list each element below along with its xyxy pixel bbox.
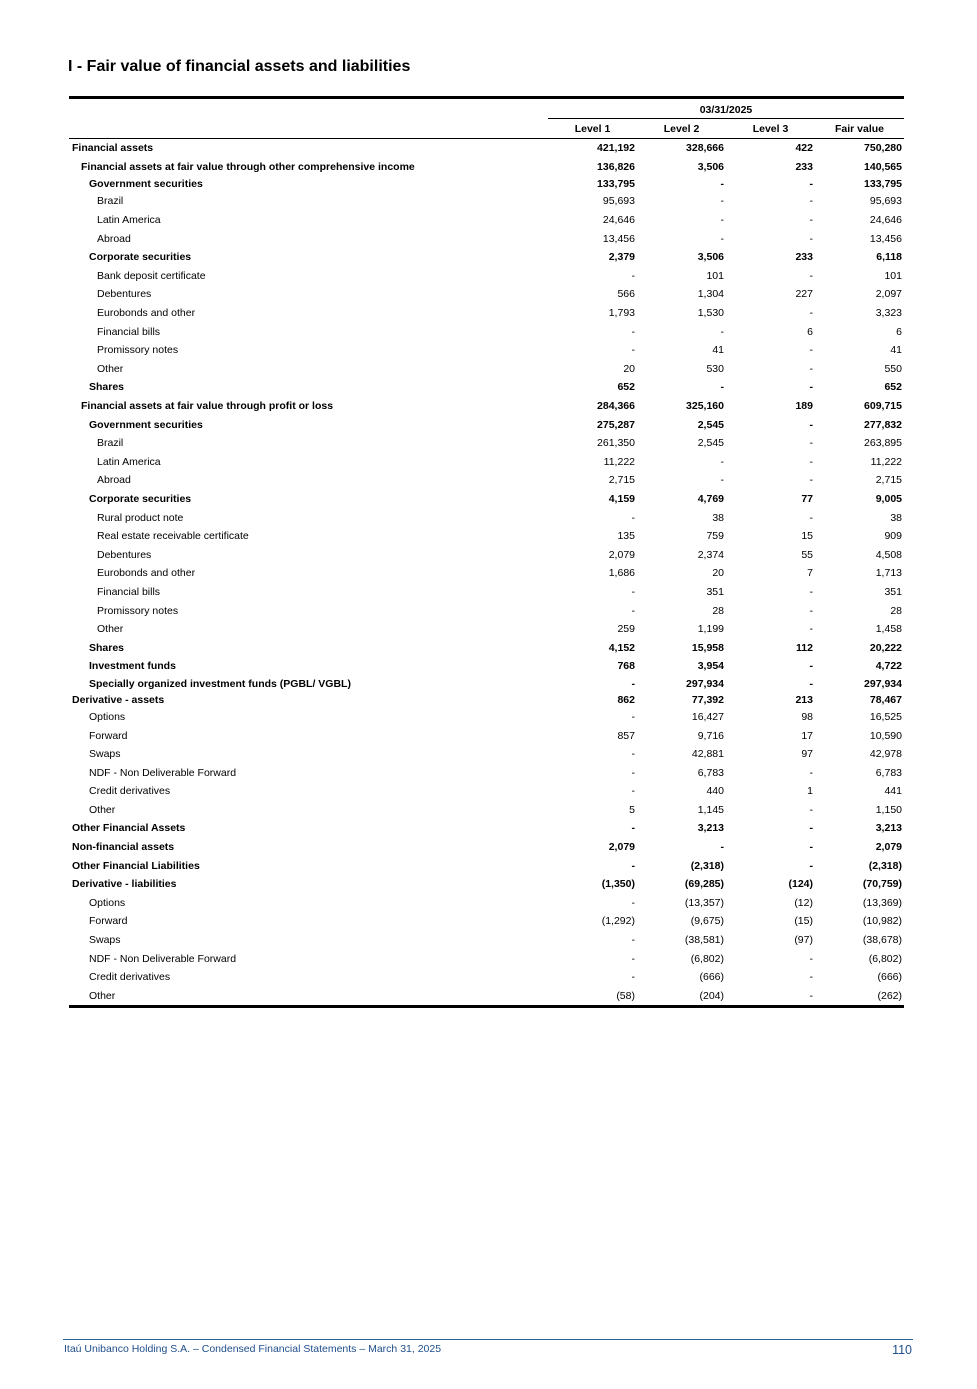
cell-level-2: 16,427 (691, 710, 724, 723)
table-row (69, 676, 904, 692)
cell-fair-value: 41 (890, 344, 902, 357)
cell-fair-value: 750,280 (864, 142, 902, 155)
page-title: I - Fair value of financial assets and liabilities (68, 58, 411, 75)
table-row (69, 931, 904, 950)
table-row (69, 875, 904, 894)
cell-level-1: 857 (617, 729, 635, 742)
cell-level-3: (15) (794, 915, 813, 928)
cell-level-2: (9,675) (690, 915, 724, 928)
row-label: NDF - Non Deliverable Forward (89, 952, 237, 965)
table-row (69, 248, 904, 267)
table-row (69, 229, 904, 248)
column-header-level-2: Level 2 (663, 123, 700, 135)
cell-level-3: - (809, 660, 813, 673)
cell-level-1: 4,152 (608, 641, 635, 654)
table-row (69, 378, 904, 397)
cell-level-1: 4,159 (608, 492, 635, 505)
table-row (69, 894, 904, 913)
cell-level-3: - (809, 803, 813, 816)
cell-level-2: 77,392 (691, 693, 724, 706)
cell-level-2: 41 (712, 344, 724, 357)
cell-level-1: 133,795 (597, 178, 635, 191)
page-number: 110 (892, 1343, 912, 1357)
row-label: Corporate securities (89, 492, 192, 505)
cell-level-1: 2,079 (608, 841, 635, 854)
cell-fair-value: 78,467 (869, 693, 902, 706)
table-row (69, 415, 904, 434)
cell-level-2: 530 (706, 362, 724, 375)
cell-level-1: 1,686 (608, 567, 635, 580)
cell-level-3: - (809, 859, 813, 872)
cell-level-2: 759 (706, 530, 724, 543)
cell-level-2: 2,545 (697, 437, 724, 450)
cell-level-1: 2,079 (608, 548, 635, 561)
cell-fair-value: 2,715 (875, 474, 902, 487)
cell-level-2: (2,318) (690, 859, 724, 872)
cell-level-2: 3,954 (697, 660, 724, 673)
cell-level-3: (124) (788, 878, 813, 891)
row-label: Eurobonds and other (97, 567, 196, 580)
cell-level-1: - (631, 511, 635, 524)
row-label: Other Financial Liabilities (72, 859, 200, 872)
row-label: Shares (89, 381, 125, 394)
row-label: Corporate securities (89, 251, 192, 264)
cell-level-1: - (631, 677, 635, 690)
cell-level-3: 15 (801, 530, 813, 543)
row-label: Derivative - assets (72, 693, 165, 706)
cell-fair-value: 95,693 (869, 195, 902, 208)
cell-level-1: (1,292) (601, 915, 635, 928)
cell-level-3: 227 (795, 288, 813, 301)
cell-fair-value: 2,079 (875, 841, 902, 854)
table-bottom-rule (69, 1005, 904, 1008)
row-label: Eurobonds and other (97, 307, 196, 320)
row-label: Non-financial assets (72, 841, 175, 854)
cell-level-2: (204) (699, 989, 724, 1002)
footer-text: Itaú Unibanco Holding S.A. – Condensed Financial Statements – March 31, 2025 (64, 1343, 442, 1355)
row-label: Credit derivatives (89, 971, 171, 984)
cell-level-1: 768 (617, 660, 635, 673)
fair-value-table (69, 96, 904, 1008)
cell-level-2: 1,530 (697, 307, 724, 320)
row-label: Swaps (89, 748, 121, 761)
cell-level-3: - (809, 269, 813, 282)
table-row (69, 192, 904, 211)
cell-level-3: - (809, 455, 813, 468)
row-label: Debentures (97, 548, 152, 561)
table-row (69, 968, 904, 987)
cell-level-2: 15,958 (691, 641, 724, 654)
cell-level-3: (12) (794, 896, 813, 909)
cell-level-2: (38,581) (684, 934, 724, 947)
cell-fair-value: 1,713 (875, 567, 902, 580)
cell-level-1: 566 (617, 288, 635, 301)
cell-level-2: - (720, 195, 724, 208)
row-label: Financial assets at fair value through other comprehensive income (81, 160, 415, 173)
cell-level-2: - (720, 178, 724, 191)
cell-level-1: - (631, 604, 635, 617)
cell-level-2: 325,160 (686, 400, 724, 413)
cell-fair-value: (262) (877, 989, 902, 1002)
cell-level-1: - (631, 585, 635, 598)
row-label: Abroad (97, 232, 131, 245)
cell-level-3: - (809, 214, 813, 227)
cell-level-2: 9,716 (697, 729, 724, 742)
row-label: Promissory notes (97, 604, 179, 617)
cell-fair-value: (38,678) (862, 934, 902, 947)
cell-level-2: - (720, 841, 724, 854)
cell-level-2: (6,802) (690, 952, 724, 965)
cell-fair-value: 11,222 (870, 455, 902, 468)
cell-level-2: 440 (706, 785, 724, 798)
cell-level-1: 652 (617, 381, 635, 394)
row-label: Government securities (89, 418, 203, 431)
cell-level-2: 351 (706, 585, 724, 598)
cell-level-3: 233 (795, 251, 813, 264)
column-header-level-3: Level 3 (752, 123, 789, 135)
cell-fair-value: 909 (884, 530, 902, 543)
cell-level-3: - (809, 623, 813, 636)
cell-fair-value: (70,759) (862, 878, 902, 891)
table-row (69, 211, 904, 230)
cell-level-1: 11,222 (603, 455, 635, 468)
cell-level-1: 20 (623, 362, 635, 375)
cell-fair-value: 133,795 (864, 178, 902, 191)
cell-level-3: - (809, 381, 813, 394)
cell-level-3: - (809, 418, 813, 431)
cell-level-2: 2,545 (697, 418, 724, 431)
date-header: 03/31/2025 (699, 104, 753, 116)
cell-fair-value: 263,895 (864, 437, 902, 450)
cell-level-2: 6,783 (697, 766, 724, 779)
table-row (69, 139, 904, 158)
cell-level-1: 24,646 (602, 214, 635, 227)
cell-fair-value: 351 (884, 585, 902, 598)
row-label: Forward (89, 729, 128, 742)
cell-fair-value: 297,934 (864, 677, 902, 690)
cell-level-3: - (809, 841, 813, 854)
table-row (69, 638, 904, 657)
cell-level-1: 2,379 (608, 251, 635, 264)
row-label: Investment funds (89, 660, 176, 673)
cell-level-2: 2,374 (697, 548, 724, 561)
cell-level-2: 3,213 (697, 822, 724, 835)
table-row (69, 341, 904, 360)
cell-level-3: 422 (795, 142, 813, 155)
footer-rule (63, 1339, 913, 1340)
table-row (69, 545, 904, 564)
cell-level-2: 20 (712, 567, 724, 580)
table-row (69, 801, 904, 820)
cell-level-2: 1,304 (697, 288, 724, 301)
table-row (69, 471, 904, 490)
row-label: Brazil (97, 437, 124, 450)
cell-level-3: 213 (795, 693, 813, 706)
cell-level-3: 97 (801, 748, 813, 761)
table-row (69, 708, 904, 727)
table-row (69, 360, 904, 379)
cell-level-3: (97) (794, 934, 813, 947)
cell-fair-value: (2,318) (868, 859, 902, 872)
table-row (69, 692, 904, 708)
row-label: Financial bills (97, 585, 161, 598)
cell-level-3: - (809, 307, 813, 320)
cell-level-2: 3,506 (697, 160, 724, 173)
cell-level-1: (58) (616, 989, 635, 1002)
row-label: Government securities (89, 178, 203, 191)
cell-level-2: 4,769 (697, 492, 724, 505)
table-row (69, 453, 904, 472)
cell-level-2: 28 (712, 604, 724, 617)
table-row (69, 285, 904, 304)
cell-level-1: 2,715 (608, 474, 635, 487)
cell-level-2: (69,285) (684, 878, 724, 891)
cell-level-1: 136,826 (597, 160, 635, 173)
row-label: Financial assets at fair value through profit or loss (81, 400, 334, 413)
row-label: Other (97, 362, 124, 375)
cell-level-3: - (809, 232, 813, 245)
cell-level-1: 95,693 (602, 195, 635, 208)
cell-level-1: 13,456 (602, 232, 635, 245)
table-row (69, 601, 904, 620)
table-row (69, 397, 904, 416)
cell-fair-value: 609,715 (864, 400, 902, 413)
row-label: Options (89, 710, 126, 723)
cell-fair-value: 6,783 (875, 766, 902, 779)
cell-level-2: - (720, 214, 724, 227)
cell-fair-value: 9,005 (875, 492, 902, 505)
cell-level-3: - (809, 822, 813, 835)
cell-fair-value: 441 (884, 785, 902, 798)
row-label: Swaps (89, 934, 121, 947)
cell-level-3: 7 (807, 567, 813, 580)
cell-level-2: (13,357) (684, 896, 724, 909)
table-row (69, 763, 904, 782)
cell-level-3: - (809, 474, 813, 487)
cell-level-3: - (809, 511, 813, 524)
cell-level-3: 17 (801, 729, 813, 742)
cell-level-1: 1,793 (608, 307, 635, 320)
table-row (69, 508, 904, 527)
cell-level-1: - (631, 748, 635, 761)
row-label: Rural product note (97, 511, 184, 524)
table-row (69, 583, 904, 602)
row-label: Abroad (97, 474, 131, 487)
cell-level-3: 77 (801, 492, 813, 505)
cell-fair-value: 1,150 (875, 803, 902, 816)
cell-level-3: - (809, 437, 813, 450)
row-label: Forward (89, 915, 128, 928)
cell-level-1: 284,366 (597, 400, 635, 413)
cell-fair-value: 3,323 (875, 307, 902, 320)
row-label: Other (97, 623, 124, 636)
cell-level-3: 233 (795, 160, 813, 173)
cell-fair-value: 16,525 (869, 710, 902, 723)
table-row (69, 304, 904, 323)
table-row (69, 838, 904, 857)
cell-level-2: - (720, 325, 724, 338)
cell-level-1: - (631, 952, 635, 965)
cell-fair-value: 10,590 (869, 729, 902, 742)
cell-fair-value: 38 (890, 511, 902, 524)
table-row (69, 987, 904, 1006)
row-label: Latin America (97, 455, 161, 468)
cell-level-2: (666) (699, 971, 724, 984)
cell-level-3: 55 (801, 548, 813, 561)
cell-level-1: 862 (617, 693, 635, 706)
row-label: Options (89, 896, 126, 909)
table-row (69, 657, 904, 676)
cell-level-1: 275,287 (597, 418, 635, 431)
cell-level-2: - (720, 232, 724, 245)
table-row (69, 176, 904, 192)
table-row (69, 856, 904, 875)
cell-level-1: (1,350) (601, 878, 635, 891)
cell-fair-value: 4,722 (875, 660, 902, 673)
cell-fair-value: 6 (896, 325, 902, 338)
table-row (69, 527, 904, 546)
cell-fair-value: 20,222 (869, 641, 902, 654)
date-header-row (69, 99, 904, 119)
cell-level-1: - (631, 344, 635, 357)
cell-level-1: - (631, 822, 635, 835)
row-label: Specially organized investment funds (PGBL/ VGBL) (89, 677, 351, 690)
cell-level-3: 189 (795, 400, 813, 413)
table-row (69, 620, 904, 639)
table-row (69, 819, 904, 838)
cell-fair-value: 1,458 (875, 623, 902, 636)
cell-level-1: - (631, 269, 635, 282)
cell-level-2: 42,881 (691, 748, 724, 761)
cell-level-3: - (809, 989, 813, 1002)
cell-level-2: - (720, 381, 724, 394)
cell-fair-value: 24,646 (869, 214, 902, 227)
cell-fair-value: (666) (877, 971, 902, 984)
cell-level-3: - (809, 362, 813, 375)
cell-level-3: - (809, 195, 813, 208)
cell-level-3: - (809, 971, 813, 984)
cell-level-2: 328,666 (686, 142, 724, 155)
table-row (69, 745, 904, 764)
cell-level-3: 98 (801, 710, 813, 723)
cell-fair-value: (10,982) (862, 915, 902, 928)
cell-level-1: - (631, 710, 635, 723)
cell-level-1: - (631, 896, 635, 909)
row-label: Debentures (97, 288, 152, 301)
table-row (69, 267, 904, 286)
cell-level-1: 5 (629, 803, 635, 816)
cell-fair-value: 277,832 (864, 418, 902, 431)
cell-level-2: 101 (706, 269, 724, 282)
cell-level-3: 1 (807, 785, 813, 798)
row-label: Promissory notes (97, 344, 179, 357)
row-label: Other (89, 803, 116, 816)
cell-level-3: - (809, 952, 813, 965)
cell-fair-value: 6,118 (876, 251, 902, 264)
cell-level-2: 1,199 (697, 623, 724, 636)
row-label: Credit derivatives (89, 785, 171, 798)
cell-level-3: 6 (807, 325, 813, 338)
cell-level-1: - (631, 325, 635, 338)
cell-level-1: - (631, 934, 635, 947)
cell-level-3: - (809, 585, 813, 598)
cell-level-1: - (631, 859, 635, 872)
table-body (69, 139, 904, 1005)
table-row (69, 782, 904, 801)
cell-fair-value: 28 (890, 604, 902, 617)
row-label: Shares (89, 641, 125, 654)
column-header-fair-value: Fair value (834, 123, 885, 135)
cell-level-3: - (809, 766, 813, 779)
cell-level-1: 421,192 (597, 142, 635, 155)
cell-fair-value: (13,369) (862, 896, 902, 909)
row-label: Other (89, 989, 116, 1002)
cell-level-2: - (720, 474, 724, 487)
row-label: Financial bills (97, 325, 161, 338)
cell-fair-value: (6,802) (868, 952, 902, 965)
table-row (69, 726, 904, 745)
cell-fair-value: 652 (884, 381, 902, 394)
row-label: Other Financial Assets (72, 822, 186, 835)
cell-level-2: 3,506 (697, 251, 724, 264)
cell-level-2: 38 (712, 511, 724, 524)
row-label: Financial assets (72, 142, 154, 155)
table-row (69, 434, 904, 453)
table-row (69, 564, 904, 583)
cell-level-2: - (720, 455, 724, 468)
table-row (69, 322, 904, 341)
cell-level-2: 297,934 (686, 677, 724, 690)
table-row (69, 912, 904, 931)
cell-level-1: - (631, 785, 635, 798)
cell-fair-value: 3,213 (875, 822, 902, 835)
cell-level-1: - (631, 766, 635, 779)
cell-level-1: 259 (617, 623, 635, 636)
row-label: Real estate receivable certificate (97, 530, 249, 543)
cell-level-3: - (809, 677, 813, 690)
cell-fair-value: 42,978 (869, 748, 902, 761)
cell-fair-value: 101 (884, 269, 902, 282)
cell-fair-value: 13,456 (869, 232, 902, 245)
cell-level-3: - (809, 604, 813, 617)
cell-level-2: 1,145 (697, 803, 724, 816)
cell-level-1: 135 (617, 530, 635, 543)
cell-level-3: 112 (796, 641, 813, 654)
column-header-level-1: Level 1 (574, 123, 611, 135)
table-row (69, 949, 904, 968)
row-label: Bank deposit certificate (97, 269, 206, 282)
cell-fair-value: 4,508 (875, 548, 902, 561)
cell-level-3: - (809, 344, 813, 357)
row-label: NDF - Non Deliverable Forward (89, 766, 237, 779)
row-label: Latin America (97, 214, 161, 227)
table-row (69, 490, 904, 509)
cell-fair-value: 140,565 (864, 160, 902, 173)
row-label: Brazil (97, 195, 124, 208)
cell-fair-value: 2,097 (875, 288, 902, 301)
cell-level-1: 261,350 (597, 437, 635, 450)
table-row (69, 158, 904, 177)
column-header-row (69, 119, 904, 139)
cell-fair-value: 550 (884, 362, 902, 375)
row-label: Derivative - liabilities (72, 878, 177, 891)
cell-level-3: - (809, 178, 813, 191)
cell-level-1: - (631, 971, 635, 984)
